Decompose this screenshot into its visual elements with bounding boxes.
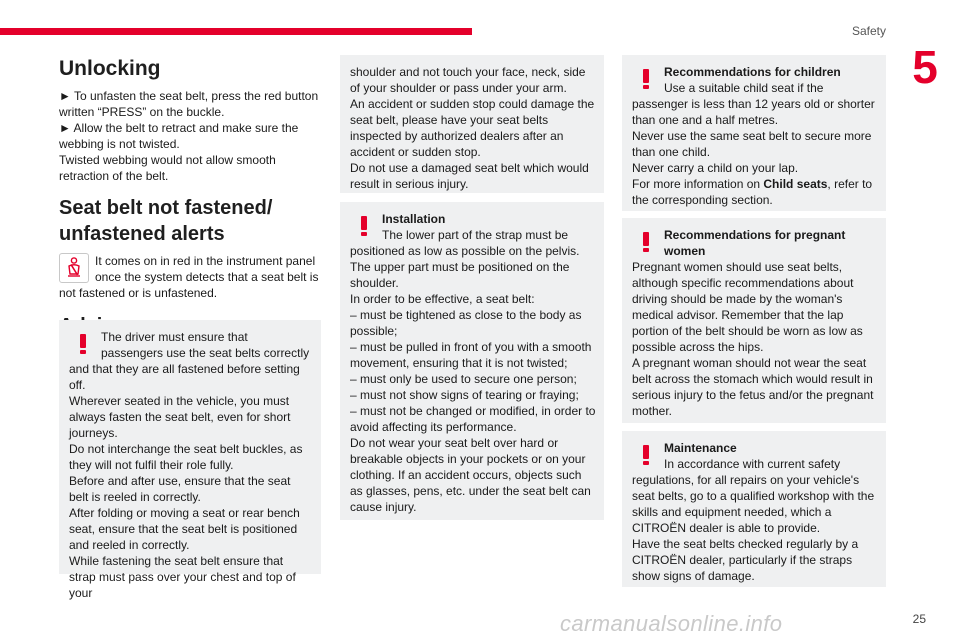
chapter-number: 5 xyxy=(912,41,938,93)
installation-line-2: The upper part must be positioned on the shoulder. xyxy=(350,260,570,290)
warning-exclamation-icon xyxy=(354,215,374,237)
warning-exclamation-icon xyxy=(73,333,93,355)
advice-line-4: Before and after use, ensure that the seat belt is reeled in correctly. xyxy=(69,474,291,504)
pregnant-warning-box xyxy=(622,218,886,423)
section-title: Safety xyxy=(851,24,886,38)
children-line-3: Never carry a child on your lap. xyxy=(632,161,799,175)
maintenance-title: Maintenance xyxy=(664,441,737,455)
unlocking-step-1: ► To unfasten the seat belt, press the red button written “PRESS” on the buckle. xyxy=(59,89,319,119)
installation-line-4: – must be tightened as close to the body as possible; xyxy=(350,308,582,338)
installation-title: Installation xyxy=(382,212,446,226)
installation-line-6: – must only be used to secure one person; xyxy=(350,372,577,386)
continued-line-1: shoulder and not touch your face, neck, side of your shoulder or pass under your arm. xyxy=(350,65,586,95)
children-ref-suffix: , refer to the corresponding section. xyxy=(632,177,873,207)
children-ref-prefix: For more information on xyxy=(632,177,764,191)
advice-line-2: Wherever seated in the vehicle, you must always fasten the seat belt, even for short journeys. xyxy=(69,394,291,440)
installation-warning-box xyxy=(340,202,604,520)
installation-line-3: In order to be effective, a seat belt: xyxy=(350,292,535,306)
maintenance-line-1: In accordance with current safety regulations, for all repairs on your vehicle's seat belts, go to a qualified workshop with the skills and equipment needed, which a CITROËN dealer is able to provide. xyxy=(632,457,875,535)
advice-line-1: The driver must ensure that passengers use the seat belts correctly and that they are all fastened before setting off. xyxy=(69,330,310,392)
alert-description xyxy=(59,253,325,301)
children-warning-box xyxy=(622,55,886,211)
unlocking-heading: Unlocking xyxy=(59,57,161,80)
children-line-1: Use a suitable child seat if the passenger is less than 12 years old or shorter than one and a half metres. xyxy=(632,81,875,127)
seatbelt-warning-icon xyxy=(59,253,89,283)
pregnant-title: Recommendations for pregnant women xyxy=(664,228,846,258)
installation-line-7: – must not show signs of tearing or fraying; xyxy=(350,388,579,402)
installation-line-1: The lower part of the strap must be positioned as low as possible on the pelvis. xyxy=(350,228,580,258)
installation-line-9: Do not wear your seat belt over hard or breakable objects in your pockets or on your clothing. If an accident occurs, objects such as glasses, pens, etc. under the seat belt can cause injury. xyxy=(350,436,591,514)
children-line-2: Never use the same seat belt to secure more than one child. xyxy=(632,129,872,159)
warning-exclamation-icon xyxy=(636,68,656,90)
advice-warning-box xyxy=(59,320,321,600)
pregnant-line-2: A pregnant woman should not wear the seat belt across the stomach which would result in serious injury to the fetus and/or the pregnant mother. xyxy=(632,356,874,418)
alerts-heading: Seat belt not fastened/ unfastened alerts xyxy=(59,197,273,245)
children-title: Recommendations for children xyxy=(664,65,841,79)
advice-line-3: Do not interchange the seat belt buckles, as they will not fulfil their role fully. xyxy=(69,442,303,472)
unlocking-step-2: ► Allow the belt to retract and make sure the webbing is not twisted. xyxy=(59,121,299,151)
warning-exclamation-icon xyxy=(636,444,656,466)
header-accent-bar xyxy=(0,28,472,35)
installation-line-5: – must be pulled in front of you with a smooth movement, ensuring that it is not twisted; xyxy=(350,340,592,370)
advice-line-5: After folding or moving a seat or rear bench seat, ensure that the seat belt is positioned and reeled in correctly. xyxy=(69,506,300,552)
unlocking-note: Twisted webbing would not allow smooth retraction of the belt. xyxy=(59,153,276,183)
pregnant-line-1: Pregnant women should use seat belts, although specific recommendations about driving should be made by the woman's medical advisor. Remember that the lap portion of the belt should be worn as low as possible across the hips. xyxy=(632,260,863,354)
page-number: 25 xyxy=(912,612,926,626)
continued-line-2: An accident or sudden stop could damage the seat belt, please have your seat belts inspected by authorized dealers after an accident or sudden stop. xyxy=(350,97,595,159)
children-reference xyxy=(632,176,878,208)
continued-line-3: Do not use a damaged seat belt which would result in serious injury. xyxy=(350,161,589,191)
watermark: carmanualsonline.info xyxy=(560,611,783,636)
column-1 xyxy=(59,56,325,349)
child-seats-link: Child seats xyxy=(763,177,828,191)
maintenance-warning-box xyxy=(622,431,886,587)
installation-line-8: – must not be changed or modified, in order to avoid affecting its performance. xyxy=(350,404,596,434)
advice-continued-box xyxy=(340,55,604,193)
alert-text: It comes on in red in the instrument panel once the system detects that a seat belt is not fastened or is unfastened. xyxy=(59,254,319,300)
advice-line-6: While fastening the seat belt ensure that strap must pass over your chest and top of your xyxy=(69,554,296,600)
warning-exclamation-icon xyxy=(636,231,656,253)
maintenance-line-2: Have the seat belts checked regularly by a CITROËN dealer, particularly if the straps show signs of damage. xyxy=(632,537,859,583)
